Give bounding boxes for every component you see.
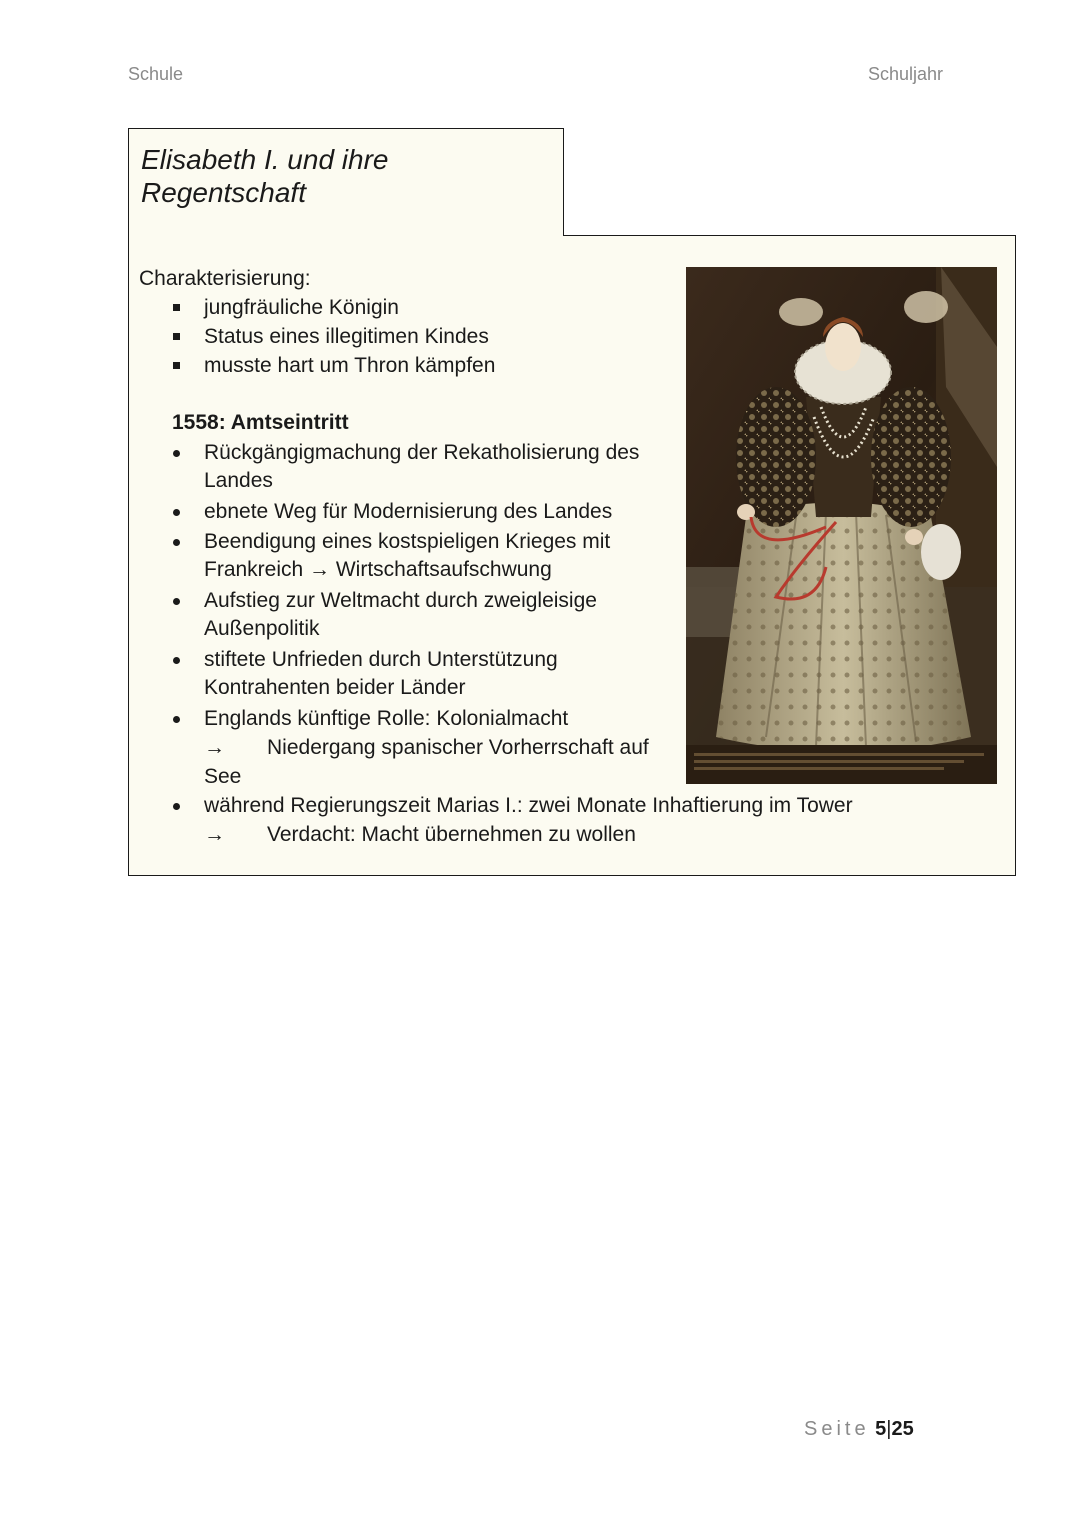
bullet-dot-icon (173, 803, 180, 810)
total-pages: 25 (891, 1418, 914, 1440)
square-bullet-icon (173, 362, 180, 369)
accession-item-line: stiftete Unfrieden durch Unterstützung (204, 648, 558, 671)
page-number (804, 1418, 914, 1441)
accession-item-line: Niedergang spanischer Vorherrschaft auf (267, 736, 649, 759)
characterization-heading: Charakterisierung: (139, 267, 311, 290)
page-title (141, 143, 563, 209)
bullet-dot-icon (173, 509, 180, 516)
bullet-dot-icon (173, 657, 180, 664)
accession-item-line: ebnete Weg für Modernisierung des Landes (204, 500, 613, 523)
accession-item-line: Beendigung eines kostspieligen Krieges mit (204, 530, 611, 553)
square-bullet-icon (173, 333, 180, 340)
accession-item-line: Rückgängigmachung der Rekatholisierung des (204, 441, 640, 464)
title-box (128, 128, 564, 236)
accession-item-line: Verdacht: Macht übernehmen zu wollen (267, 823, 636, 846)
arrow-icon: → (204, 736, 225, 759)
bullet-dot-icon (173, 598, 180, 605)
current-page: 5 (875, 1418, 887, 1440)
page-separator: | (886, 1418, 892, 1440)
accession-item-line: Außenpolitik (204, 617, 320, 640)
accession-item-line: Aufstieg zur Weltmacht durch zweigleisige (204, 589, 597, 612)
bullet-dot-icon (173, 539, 180, 546)
bullet-dot-icon (173, 450, 180, 457)
accession-item-line: Englands künftige Rolle: Kolonialmacht (204, 707, 569, 730)
bullet-dot-icon (173, 716, 180, 723)
arrow-icon: → (204, 823, 225, 846)
accession-item-line: während Regierungszeit Marias I.: zwei Monate Inhaftierung im Tower (204, 794, 853, 817)
characterization-item: musste hart um Thron kämpfen (204, 354, 496, 377)
page-label: Seite (804, 1418, 870, 1440)
accession-item-line: Frankreich → Wirtschaftsaufschwung (204, 558, 552, 581)
header-school-year: Schuljahr (868, 64, 944, 84)
accession-item-line: See (204, 765, 242, 788)
header-school: Schule (128, 64, 184, 84)
portrait-image (686, 267, 997, 784)
accession-item-line: Landes (204, 469, 273, 492)
square-bullet-icon (173, 304, 180, 311)
characterization-item: jungfräuliche Königin (204, 296, 399, 319)
accession-heading: 1558: Amtseintritt (172, 411, 349, 434)
characterization-item: Status eines illegitimen Kindes (204, 325, 489, 348)
accession-item-line: Kontrahenten beider Länder (204, 676, 466, 699)
title-line-2: Regentschaft (141, 177, 306, 208)
title-line-1: Elisabeth I. und ihre (141, 144, 389, 175)
